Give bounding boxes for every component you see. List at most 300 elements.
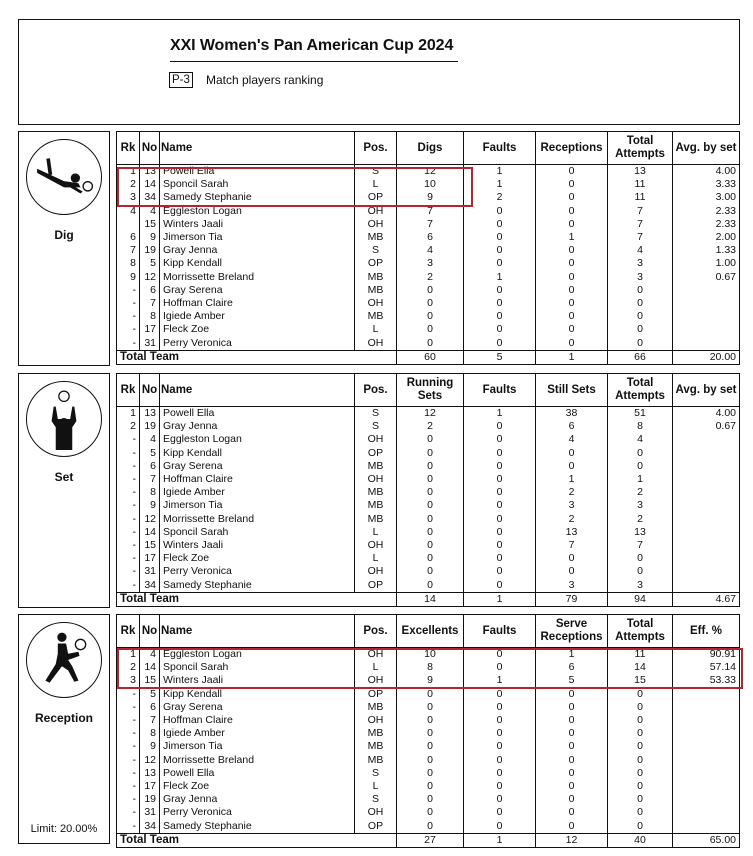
cell-name: Kipp Kendall <box>160 688 355 701</box>
cell-c3: 2 <box>536 513 608 526</box>
cell-no: 8 <box>140 727 160 740</box>
cell-rk: - <box>117 701 140 714</box>
cell-c2: 0 <box>464 767 536 780</box>
cell-c3: 0 <box>536 337 608 351</box>
cell-c5 <box>673 310 740 323</box>
cell-pos: MB <box>355 231 397 244</box>
cell-c2: 1 <box>464 407 536 421</box>
cell-rk: - <box>117 740 140 753</box>
title-divider <box>170 61 458 62</box>
cell-c1: 0 <box>397 473 464 486</box>
cell-rk: - <box>117 806 140 819</box>
cell-rk: 6 <box>117 231 140 244</box>
cell-pos: OH <box>355 337 397 351</box>
cell-c5 <box>673 297 740 310</box>
cell-c2: 0 <box>464 648 536 662</box>
set-table-wrap <box>116 373 740 607</box>
cell-pos: OP <box>355 257 397 270</box>
cell-c1: 12 <box>397 165 464 179</box>
cell-c2: 0 <box>464 727 536 740</box>
cell-c3: 0 <box>536 165 608 179</box>
column-header: No <box>140 132 160 165</box>
cell-c4: 0 <box>608 310 673 323</box>
table-row <box>117 793 740 806</box>
cell-rk: 3 <box>117 674 140 687</box>
table-row <box>117 674 740 687</box>
cell-c3: 0 <box>536 284 608 297</box>
cell-no: 13 <box>140 165 160 179</box>
cell-c1: 7 <box>397 218 464 231</box>
table-row <box>117 271 740 284</box>
cell-c5: 90.91 <box>673 648 740 662</box>
cell-name: Jimerson Tia <box>160 499 355 512</box>
column-header: Pos. <box>355 374 397 407</box>
cell-pos: MB <box>355 754 397 767</box>
cell-no: 15 <box>140 539 160 552</box>
cell-no: 8 <box>140 486 160 499</box>
table-row <box>117 191 740 204</box>
column-header: Pos. <box>355 132 397 165</box>
cell-c4: 0 <box>608 447 673 460</box>
cell-pos: S <box>355 244 397 257</box>
total-c5: 65.00 <box>673 833 740 847</box>
cell-rk: - <box>117 780 140 793</box>
cell-rk: - <box>117 688 140 701</box>
cell-rk: - <box>117 447 140 460</box>
total-label: Total Team <box>117 833 397 847</box>
cell-c5 <box>673 460 740 473</box>
cell-pos: OH <box>355 565 397 578</box>
cell-pos: OH <box>355 714 397 727</box>
cell-pos: L <box>355 323 397 336</box>
cell-c1: 0 <box>397 460 464 473</box>
cell-pos: S <box>355 767 397 780</box>
cell-rk: - <box>117 433 140 446</box>
cell-pos: OH <box>355 806 397 819</box>
cell-c3: 6 <box>536 661 608 674</box>
cell-c5: 0.67 <box>673 271 740 284</box>
cell-c4: 0 <box>608 780 673 793</box>
cell-c1: 0 <box>397 714 464 727</box>
cell-c4: 0 <box>608 337 673 351</box>
column-header: Total Attempts <box>608 615 673 648</box>
cell-c5 <box>673 780 740 793</box>
cell-rk: - <box>117 565 140 578</box>
header-row <box>117 132 740 165</box>
cell-no: 12 <box>140 513 160 526</box>
cell-c2: 0 <box>464 284 536 297</box>
cell-c3: 1 <box>536 648 608 662</box>
cell-c2: 0 <box>464 513 536 526</box>
cell-c3: 0 <box>536 793 608 806</box>
cell-c1: 0 <box>397 297 464 310</box>
cell-c2: 0 <box>464 579 536 593</box>
dig-icon-panel <box>18 131 110 366</box>
table-row <box>117 447 740 460</box>
cell-name: Sponcil Sarah <box>160 661 355 674</box>
cell-no: 13 <box>140 407 160 421</box>
cell-c2: 1 <box>464 178 536 191</box>
cell-rk: 1 <box>117 407 140 421</box>
cell-c1: 0 <box>397 701 464 714</box>
cell-c2: 1 <box>464 271 536 284</box>
cell-no: 4 <box>140 205 160 218</box>
cell-no: 14 <box>140 661 160 674</box>
cell-c4: 7 <box>608 539 673 552</box>
cell-pos: MB <box>355 499 397 512</box>
total-c5: 20.00 <box>673 350 740 364</box>
cell-pos: OP <box>355 447 397 460</box>
cell-name: Hoffman Claire <box>160 714 355 727</box>
cell-c3: 0 <box>536 191 608 204</box>
cell-name: Igiede Amber <box>160 486 355 499</box>
cell-rk: - <box>117 727 140 740</box>
cell-name: Morrissette Breland <box>160 754 355 767</box>
table-row <box>117 701 740 714</box>
cell-c5 <box>673 820 740 834</box>
cell-c1: 0 <box>397 780 464 793</box>
cell-name: Gray Serena <box>160 701 355 714</box>
cell-c5 <box>673 433 740 446</box>
cell-pos: MB <box>355 701 397 714</box>
cell-c3: 1 <box>536 231 608 244</box>
cell-c1: 0 <box>397 552 464 565</box>
cell-c3: 3 <box>536 579 608 593</box>
column-header: Still Sets <box>536 374 608 407</box>
set-player-icon <box>26 381 102 457</box>
column-header: Excellents <box>397 615 464 648</box>
cell-name: Perry Veronica <box>160 806 355 819</box>
cell-c3: 3 <box>536 499 608 512</box>
cell-rk: - <box>117 579 140 593</box>
table-row <box>117 727 740 740</box>
cell-c2: 0 <box>464 310 536 323</box>
column-header: Digs <box>397 132 464 165</box>
cell-name: Samedy Stephanie <box>160 579 355 593</box>
cell-c2: 1 <box>464 674 536 687</box>
cell-c2: 0 <box>464 552 536 565</box>
column-header: Name <box>160 374 355 407</box>
cell-c1: 0 <box>397 323 464 336</box>
cell-rk: - <box>117 754 140 767</box>
cell-no: 17 <box>140 323 160 336</box>
cell-name: Powell Ella <box>160 165 355 179</box>
cell-name: Jimerson Tia <box>160 231 355 244</box>
cell-no: 6 <box>140 284 160 297</box>
table-row <box>117 460 740 473</box>
cell-no: 19 <box>140 244 160 257</box>
cell-c2: 0 <box>464 565 536 578</box>
table-row <box>117 780 740 793</box>
cell-c2: 0 <box>464 754 536 767</box>
report-subtitle: Match players ranking <box>206 73 324 87</box>
cell-c5: 2.33 <box>673 205 740 218</box>
cell-c5 <box>673 806 740 819</box>
cell-c1: 12 <box>397 407 464 421</box>
column-header: Eff. % <box>673 615 740 648</box>
cell-c4: 0 <box>608 767 673 780</box>
cell-c3: 0 <box>536 178 608 191</box>
cell-name: Kipp Kendall <box>160 257 355 270</box>
cell-c5 <box>673 513 740 526</box>
cell-c5 <box>673 499 740 512</box>
cell-c1: 7 <box>397 205 464 218</box>
cell-c5 <box>673 337 740 351</box>
cell-c5: 57.14 <box>673 661 740 674</box>
cell-c4: 11 <box>608 648 673 662</box>
cell-c1: 0 <box>397 793 464 806</box>
cell-c2: 0 <box>464 526 536 539</box>
cell-c1: 0 <box>397 806 464 819</box>
total-c1: 60 <box>397 350 464 364</box>
cell-c2: 0 <box>464 688 536 701</box>
cell-c1: 0 <box>397 740 464 753</box>
report-title: XXI Women's Pan American Cup 2024 <box>170 37 454 54</box>
cell-c1: 8 <box>397 661 464 674</box>
table-row <box>117 323 740 336</box>
column-header: Faults <box>464 132 536 165</box>
cell-no: 34 <box>140 579 160 593</box>
column-header: Faults <box>464 615 536 648</box>
cell-c2: 0 <box>464 323 536 336</box>
cell-c5 <box>673 539 740 552</box>
cell-rk: - <box>117 767 140 780</box>
cell-no: 31 <box>140 565 160 578</box>
cell-rk: 1 <box>117 648 140 662</box>
cell-pos: OH <box>355 433 397 446</box>
reception-table-wrap <box>116 614 740 848</box>
cell-c4: 7 <box>608 231 673 244</box>
cell-name: Fleck Zoe <box>160 552 355 565</box>
cell-c1: 10 <box>397 648 464 662</box>
dig-label: Dig <box>54 228 74 242</box>
cell-name: Fleck Zoe <box>160 323 355 336</box>
reception-player-icon <box>26 622 102 698</box>
cell-c5 <box>673 701 740 714</box>
cell-pos: MB <box>355 310 397 323</box>
column-header: Rk <box>117 615 140 648</box>
total-c3: 12 <box>536 833 608 847</box>
cell-name: Jimerson Tia <box>160 740 355 753</box>
cell-c5: 2.00 <box>673 231 740 244</box>
cell-name: Powell Ella <box>160 767 355 780</box>
cell-pos: MB <box>355 740 397 753</box>
cell-c2: 0 <box>464 231 536 244</box>
cell-rk: - <box>117 714 140 727</box>
cell-no: 17 <box>140 552 160 565</box>
set-table <box>116 373 740 607</box>
cell-c2: 0 <box>464 244 536 257</box>
cell-c1: 0 <box>397 820 464 834</box>
cell-c5 <box>673 447 740 460</box>
cell-pos: OH <box>355 674 397 687</box>
cell-rk: 2 <box>117 661 140 674</box>
cell-c5: 53.33 <box>673 674 740 687</box>
cell-c3: 0 <box>536 806 608 819</box>
cell-c4: 0 <box>608 565 673 578</box>
cell-no: 12 <box>140 754 160 767</box>
cell-no: 7 <box>140 473 160 486</box>
cell-c3: 0 <box>536 297 608 310</box>
cell-name: Hoffman Claire <box>160 297 355 310</box>
cell-pos: OH <box>355 297 397 310</box>
cell-c3: 0 <box>536 323 608 336</box>
cell-c2: 0 <box>464 714 536 727</box>
cell-c1: 0 <box>397 284 464 297</box>
cell-rk: - <box>117 526 140 539</box>
cell-name: Hoffman Claire <box>160 473 355 486</box>
table-row <box>117 539 740 552</box>
cell-c5: 1.33 <box>673 244 740 257</box>
cell-no: 6 <box>140 701 160 714</box>
cell-c4: 11 <box>608 191 673 204</box>
cell-c4: 3 <box>608 257 673 270</box>
cell-pos: S <box>355 165 397 179</box>
cell-c2: 0 <box>464 740 536 753</box>
cell-c4: 0 <box>608 552 673 565</box>
cell-c3: 0 <box>536 310 608 323</box>
cell-c3: 0 <box>536 552 608 565</box>
cell-c4: 15 <box>608 674 673 687</box>
cell-c5 <box>673 526 740 539</box>
cell-rk: - <box>117 552 140 565</box>
cell-name: Powell Ella <box>160 407 355 421</box>
cell-c2: 0 <box>464 447 536 460</box>
cell-c4: 13 <box>608 526 673 539</box>
table-row <box>117 297 740 310</box>
cell-no: 15 <box>140 674 160 687</box>
column-header: Name <box>160 132 355 165</box>
table-row <box>117 565 740 578</box>
dig-player-icon <box>26 139 102 215</box>
total-c1: 27 <box>397 833 464 847</box>
total-c2: 5 <box>464 350 536 364</box>
header-row <box>117 615 740 648</box>
cell-c3: 0 <box>536 701 608 714</box>
cell-no: 4 <box>140 648 160 662</box>
column-header: Rk <box>117 374 140 407</box>
cell-name: Gray Jenna <box>160 420 355 433</box>
cell-c4: 0 <box>608 460 673 473</box>
table-row <box>117 433 740 446</box>
cell-rk: 8 <box>117 257 140 270</box>
cell-name: Samedy Stephanie <box>160 820 355 834</box>
cell-pos: OP <box>355 579 397 593</box>
cell-no: 19 <box>140 793 160 806</box>
reception-label: Reception <box>34 711 93 725</box>
cell-c4: 2 <box>608 513 673 526</box>
total-c1: 14 <box>397 592 464 606</box>
cell-c3: 0 <box>536 460 608 473</box>
cell-c5 <box>673 727 740 740</box>
cell-c5: 2.33 <box>673 218 740 231</box>
cell-name: Igiede Amber <box>160 727 355 740</box>
column-header: No <box>140 615 160 648</box>
cell-name: Eggleston Logan <box>160 205 355 218</box>
cell-c3: 0 <box>536 244 608 257</box>
cell-c3: 0 <box>536 688 608 701</box>
cell-no: 19 <box>140 420 160 433</box>
cell-rk: 7 <box>117 244 140 257</box>
cell-name: Sponcil Sarah <box>160 178 355 191</box>
total-c3: 1 <box>536 350 608 364</box>
cell-name: Eggleston Logan <box>160 648 355 662</box>
cell-c1: 0 <box>397 579 464 593</box>
cell-c1: 0 <box>397 526 464 539</box>
cell-pos: OH <box>355 473 397 486</box>
cell-name: Gray Serena <box>160 460 355 473</box>
cell-rk: - <box>117 323 140 336</box>
total-c4: 94 <box>608 592 673 606</box>
cell-no: 34 <box>140 191 160 204</box>
cell-c2: 0 <box>464 820 536 834</box>
cell-c1: 9 <box>397 674 464 687</box>
cell-c4: 0 <box>608 688 673 701</box>
cell-c3: 0 <box>536 767 608 780</box>
cell-rk: 1 <box>117 165 140 179</box>
cell-c5: 1.00 <box>673 257 740 270</box>
cell-c2: 0 <box>464 793 536 806</box>
cell-pos: OH <box>355 218 397 231</box>
cell-c5 <box>673 688 740 701</box>
cell-c5 <box>673 284 740 297</box>
cell-c4: 8 <box>608 420 673 433</box>
cell-no: 9 <box>140 231 160 244</box>
cell-c3: 0 <box>536 714 608 727</box>
cell-pos: MB <box>355 727 397 740</box>
total-row <box>117 592 740 606</box>
column-header: Total Attempts <box>608 374 673 407</box>
cell-c5: 0.67 <box>673 420 740 433</box>
set-label: Set <box>54 470 74 484</box>
cell-c2: 0 <box>464 473 536 486</box>
limit-label: Limit: 20.00% <box>30 823 98 835</box>
table-row <box>117 579 740 593</box>
cell-rk: 2 <box>117 178 140 191</box>
cell-c4: 3 <box>608 271 673 284</box>
dig-table <box>116 131 740 365</box>
cell-pos: L <box>355 780 397 793</box>
cell-pos: L <box>355 178 397 191</box>
cell-c2: 0 <box>464 460 536 473</box>
cell-pos: MB <box>355 460 397 473</box>
cell-pos: OP <box>355 820 397 834</box>
cell-rk: - <box>117 539 140 552</box>
cell-rk: - <box>117 310 140 323</box>
total-c3: 79 <box>536 592 608 606</box>
cell-c1: 0 <box>397 754 464 767</box>
cell-rk: - <box>117 486 140 499</box>
cell-no: 13 <box>140 767 160 780</box>
table-row <box>117 714 740 727</box>
column-header: Pos. <box>355 615 397 648</box>
column-header: Name <box>160 615 355 648</box>
cell-name: Kipp Kendall <box>160 447 355 460</box>
cell-c1: 0 <box>397 310 464 323</box>
table-row <box>117 284 740 297</box>
cell-pos: OH <box>355 539 397 552</box>
cell-c2: 0 <box>464 433 536 446</box>
cell-rk: - <box>117 473 140 486</box>
table-row <box>117 767 740 780</box>
cell-c3: 0 <box>536 740 608 753</box>
column-header: Total Attempts <box>608 132 673 165</box>
cell-name: Eggleston Logan <box>160 433 355 446</box>
cell-c4: 0 <box>608 727 673 740</box>
cell-c1: 0 <box>397 767 464 780</box>
cell-c1: 2 <box>397 271 464 284</box>
cell-rk: - <box>117 793 140 806</box>
